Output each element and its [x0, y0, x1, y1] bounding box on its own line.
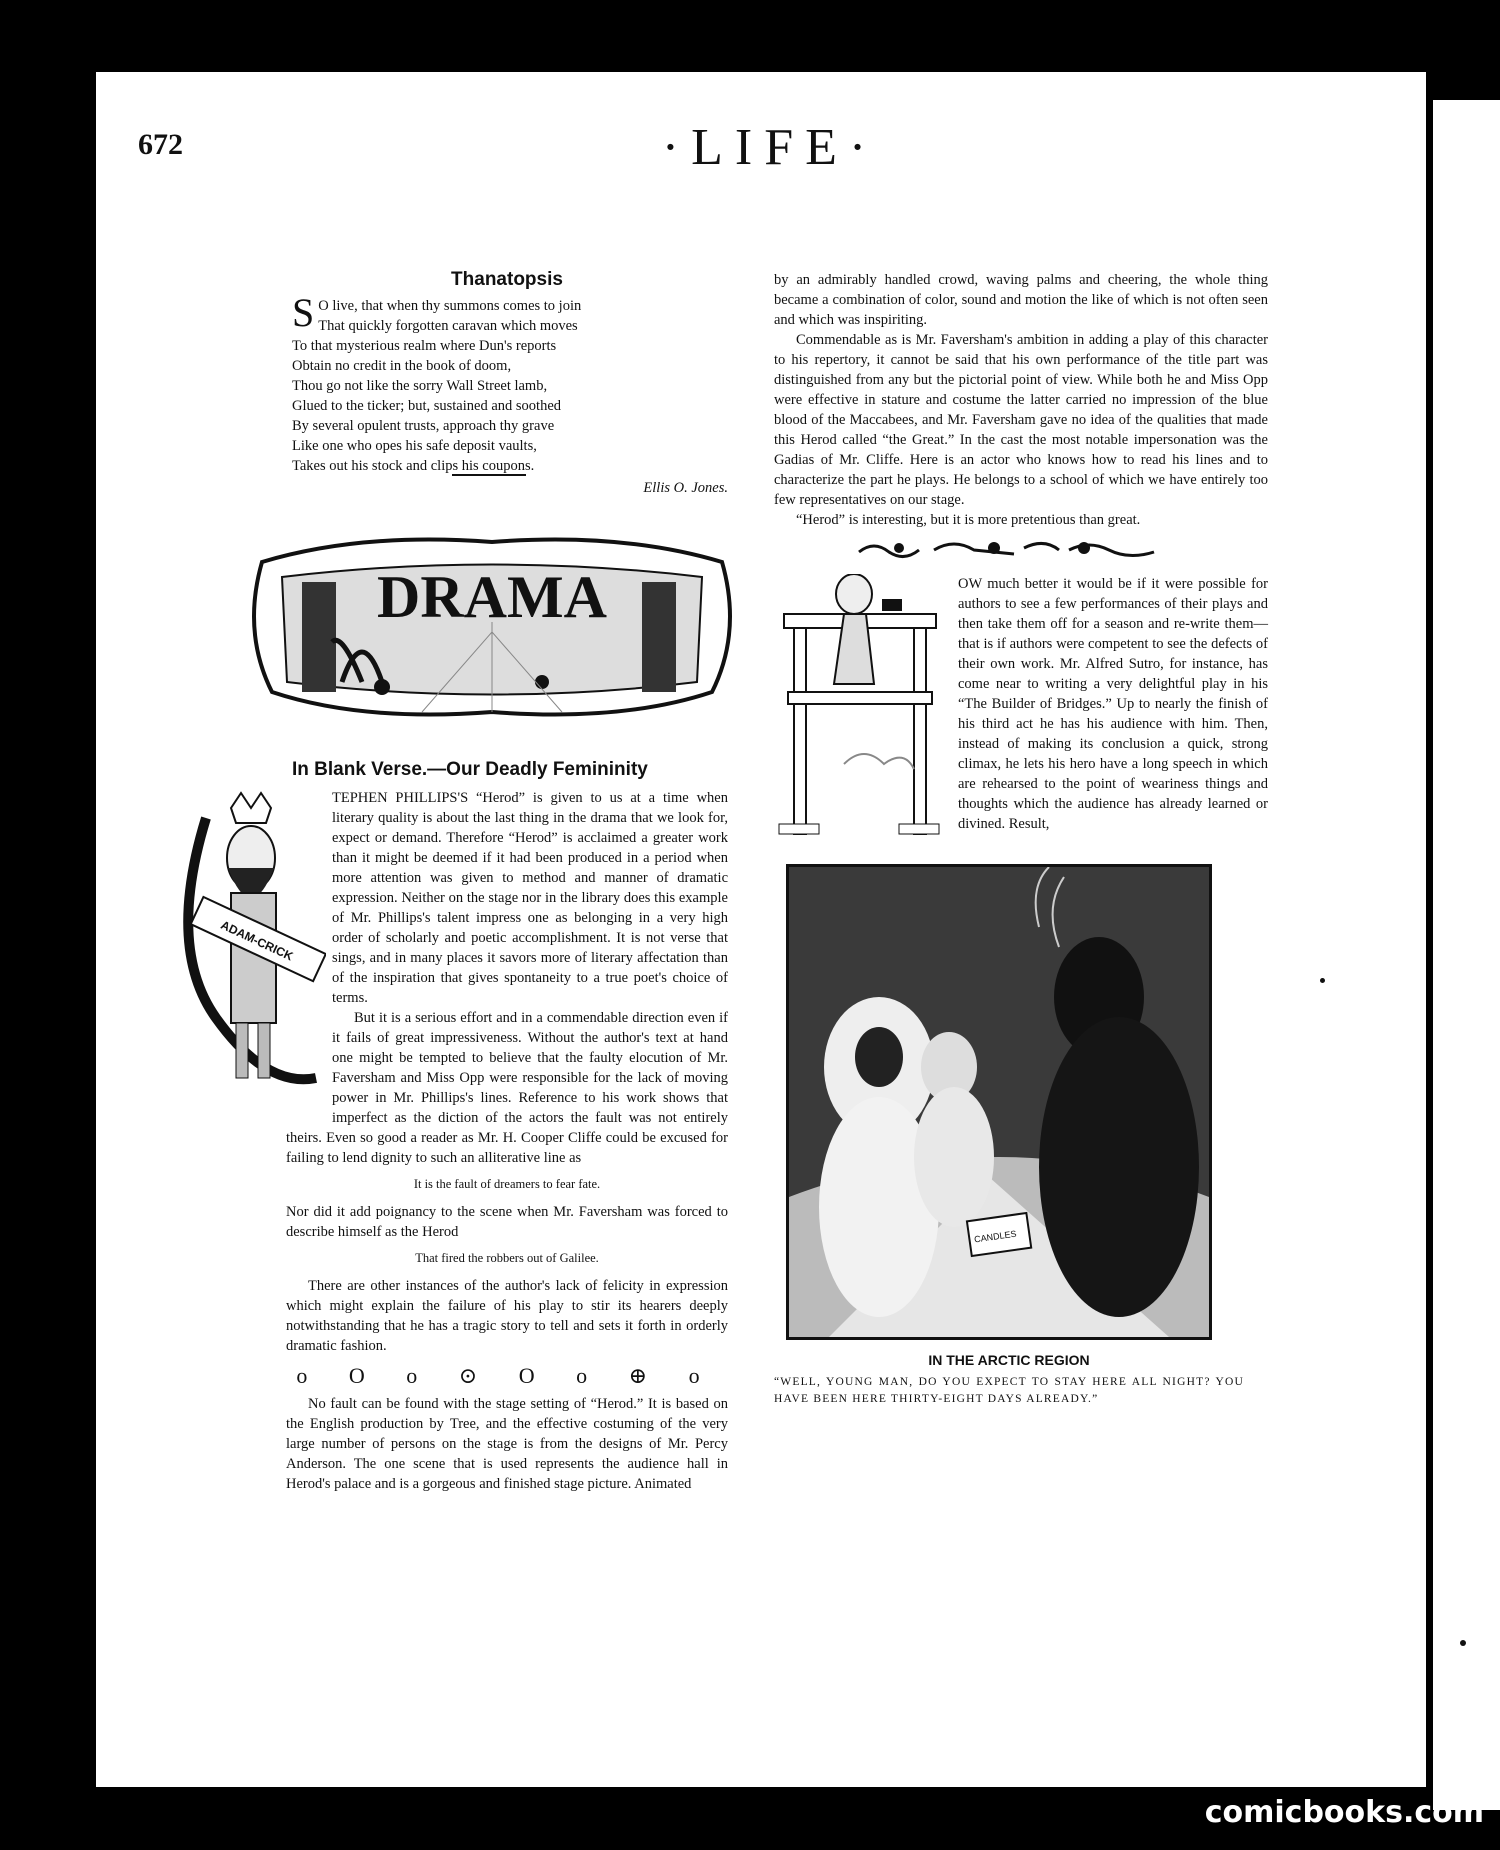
arctic-cartoon-illustration — [786, 864, 1212, 1340]
drama-banner-illustration — [242, 522, 742, 732]
page-number: 672 — [138, 128, 183, 161]
left-column — [218, 269, 728, 1494]
article-title: In Blank Verse.—Our Deadly Femininity — [292, 759, 648, 780]
masthead: ·LIFE· — [661, 119, 879, 176]
article-paragraph: Nor did it add poignancy to the scene when Mr. Faversham was forced to describe himself as the Herod — [286, 1204, 728, 1240]
poem-line: Like one who opes his safe deposit vaults, — [292, 438, 537, 454]
poem-line: Thou go not like the sorry Wall Street lamb, — [292, 378, 548, 394]
print-speck — [1320, 978, 1325, 983]
adjacent-page-edge — [1430, 100, 1500, 1810]
poem-line: Glued to the ticker; but, sustained and soothed — [292, 398, 562, 414]
print-speck — [1460, 1640, 1466, 1646]
article-paragraph: There are other instances of the author's lack of felicity in expression which might explain the failure of his play to stir its hearers deeply notwithstanding that he has a tragic story to tell and sets it forth in orderly dramatic fashion. — [286, 1278, 728, 1354]
article-paragraph: by an admirably handled crowd, waving palms and cheering, the whole thing became a combination of color, sound and motion the like of which is not often seen and which was inspiriting. — [774, 272, 1268, 328]
article-paragraph: Commendable as is Mr. Faversham's ambition in adding a play of this character to his repertory, it cannot be said that his own performance of the title part was distinguished from any but the pictorial point of view. While both he and Miss Opp were effective in stature and costume the latter carried no impression of the blue blood of the Maccabees, and Mr. Faversham gave no idea of the qualities that made this Herod called “the Great.” In the cast the most notable impersonation was the Gadias of Mr. Cliffe. Here is an actor who knows how to read his lines and to characterize the part he plays. He belongs to a school of which we have entirely too few representatives on our stage. — [774, 332, 1268, 508]
watermark: comicbooks.com — [1204, 1795, 1484, 1830]
drama-banner-text: DRAMA — [377, 564, 607, 630]
poem-dropcap: S — [292, 290, 315, 335]
quoted-line: It is the fault of dreamers to fear fate. — [413, 1177, 601, 1191]
article-paragraph: TEPHEN PHILLIPS'S “Herod” is given to us at a time when literary quality is about the last thing in the drama that we look for, expect or demand. Therefore “Herod” is acclaimed a greater work than it might be deemed if it had been produced in a period when more attention was given to method and manner of dramatic expression. Neither on the stage nor in the library does this example of Mr. Phillips's talent impress one as belonging in a very high order of scholarly and poetic accomplishment. It is not verse that sings, and in many places it savors more of literary affectation than of the inspiration that gives spontaneity to a true poet's choice of terms. — [332, 790, 728, 1006]
article-paragraph: But it is a serious effort and in a commendable direction even if it fails of great impressiveness. Without the author's text at hand one might be tempted to believe that the faulty elocution of Mr. Faversham and Miss Opp were responsible for the lack of moving power in Mr. Phillips's lines. Reference to his work shows that imperfect as the diction of the actors the fault was not entirely theirs. Even so good a reader as Mr. H. Cooper Cliffe could be excused for failing to lend dignity to such an alliterative line as — [286, 1010, 728, 1166]
article-paragraph: No fault can be found with the stage setting of “Herod.” It is based on the English production by Tree, and the effective costuming of the very large number of persons on the stage is from the designs of Mr. Percy Anderson. The one scene that is used represents the audience hall in Herod's palace and is a gorgeous and finished stage picture. Animated — [286, 1396, 728, 1492]
herod-caricature-illustration — [176, 788, 326, 1118]
poem-line: That quickly forgotten caravan which moves — [318, 318, 578, 334]
quoted-line: That fired the robbers out of Galilee. — [415, 1251, 599, 1265]
poem-line: Obtain no credit in the book of doom, — [292, 358, 512, 374]
poem — [292, 290, 728, 498]
cartoon-title: IN THE ARCTIC REGION — [928, 1352, 1090, 1368]
candles-box-label: CANDLES — [973, 1228, 1018, 1245]
section-ornament: o O o ⊙ O o ⊕ o — [296, 1363, 718, 1388]
poem-author: Ellis O. Jones. — [292, 478, 728, 498]
author-on-gallows-illustration — [774, 574, 950, 844]
article-paragraph: “Herod” is interesting, but it is more pretentious than great. — [796, 512, 1141, 528]
article-body-left — [218, 788, 728, 1494]
poem-line: By several opulent trusts, approach thy grave — [292, 418, 555, 434]
article-body-right — [774, 574, 1268, 834]
poem-line: O live, that when thy summons comes to join — [318, 298, 582, 314]
poem-title: Thanatopsis — [451, 269, 563, 290]
cartoon-caption: “WELL, YOUNG MAN, DO YOU EXPECT TO STAY HERE ALL NIGHT? YOU HAVE BEEN HERE THIRTY-EIGHT DAYS ALREADY.” — [774, 1376, 1244, 1405]
right-column — [774, 270, 1268, 1408]
fleuron-ornament — [854, 538, 1174, 562]
poem-line: Takes out his stock and clips his coupons. — [292, 458, 535, 474]
article-paragraph: OW much better it would be if it were possible for authors to see a few performances of their plays and then take them off for a season and re-write them—that is if authors were competent to see the defects of their own work. Mr. Alfred Sutro, for instance, has come near to writing a very delightful play in his “The Builder of Bridges.” Up to nearly the finish of his third act he has his audience with him. Then, instead of making its conclusion a quick, strong climax, he lets his hero have a long speech in which are rehearsed to the point of weariness things and thoughts which the audience has already learned or divined. Result, — [958, 576, 1268, 832]
poem-line: To that mysterious realm where Dun's reports — [292, 338, 557, 354]
illustration-label: ADAM-CRICK — [218, 917, 296, 964]
